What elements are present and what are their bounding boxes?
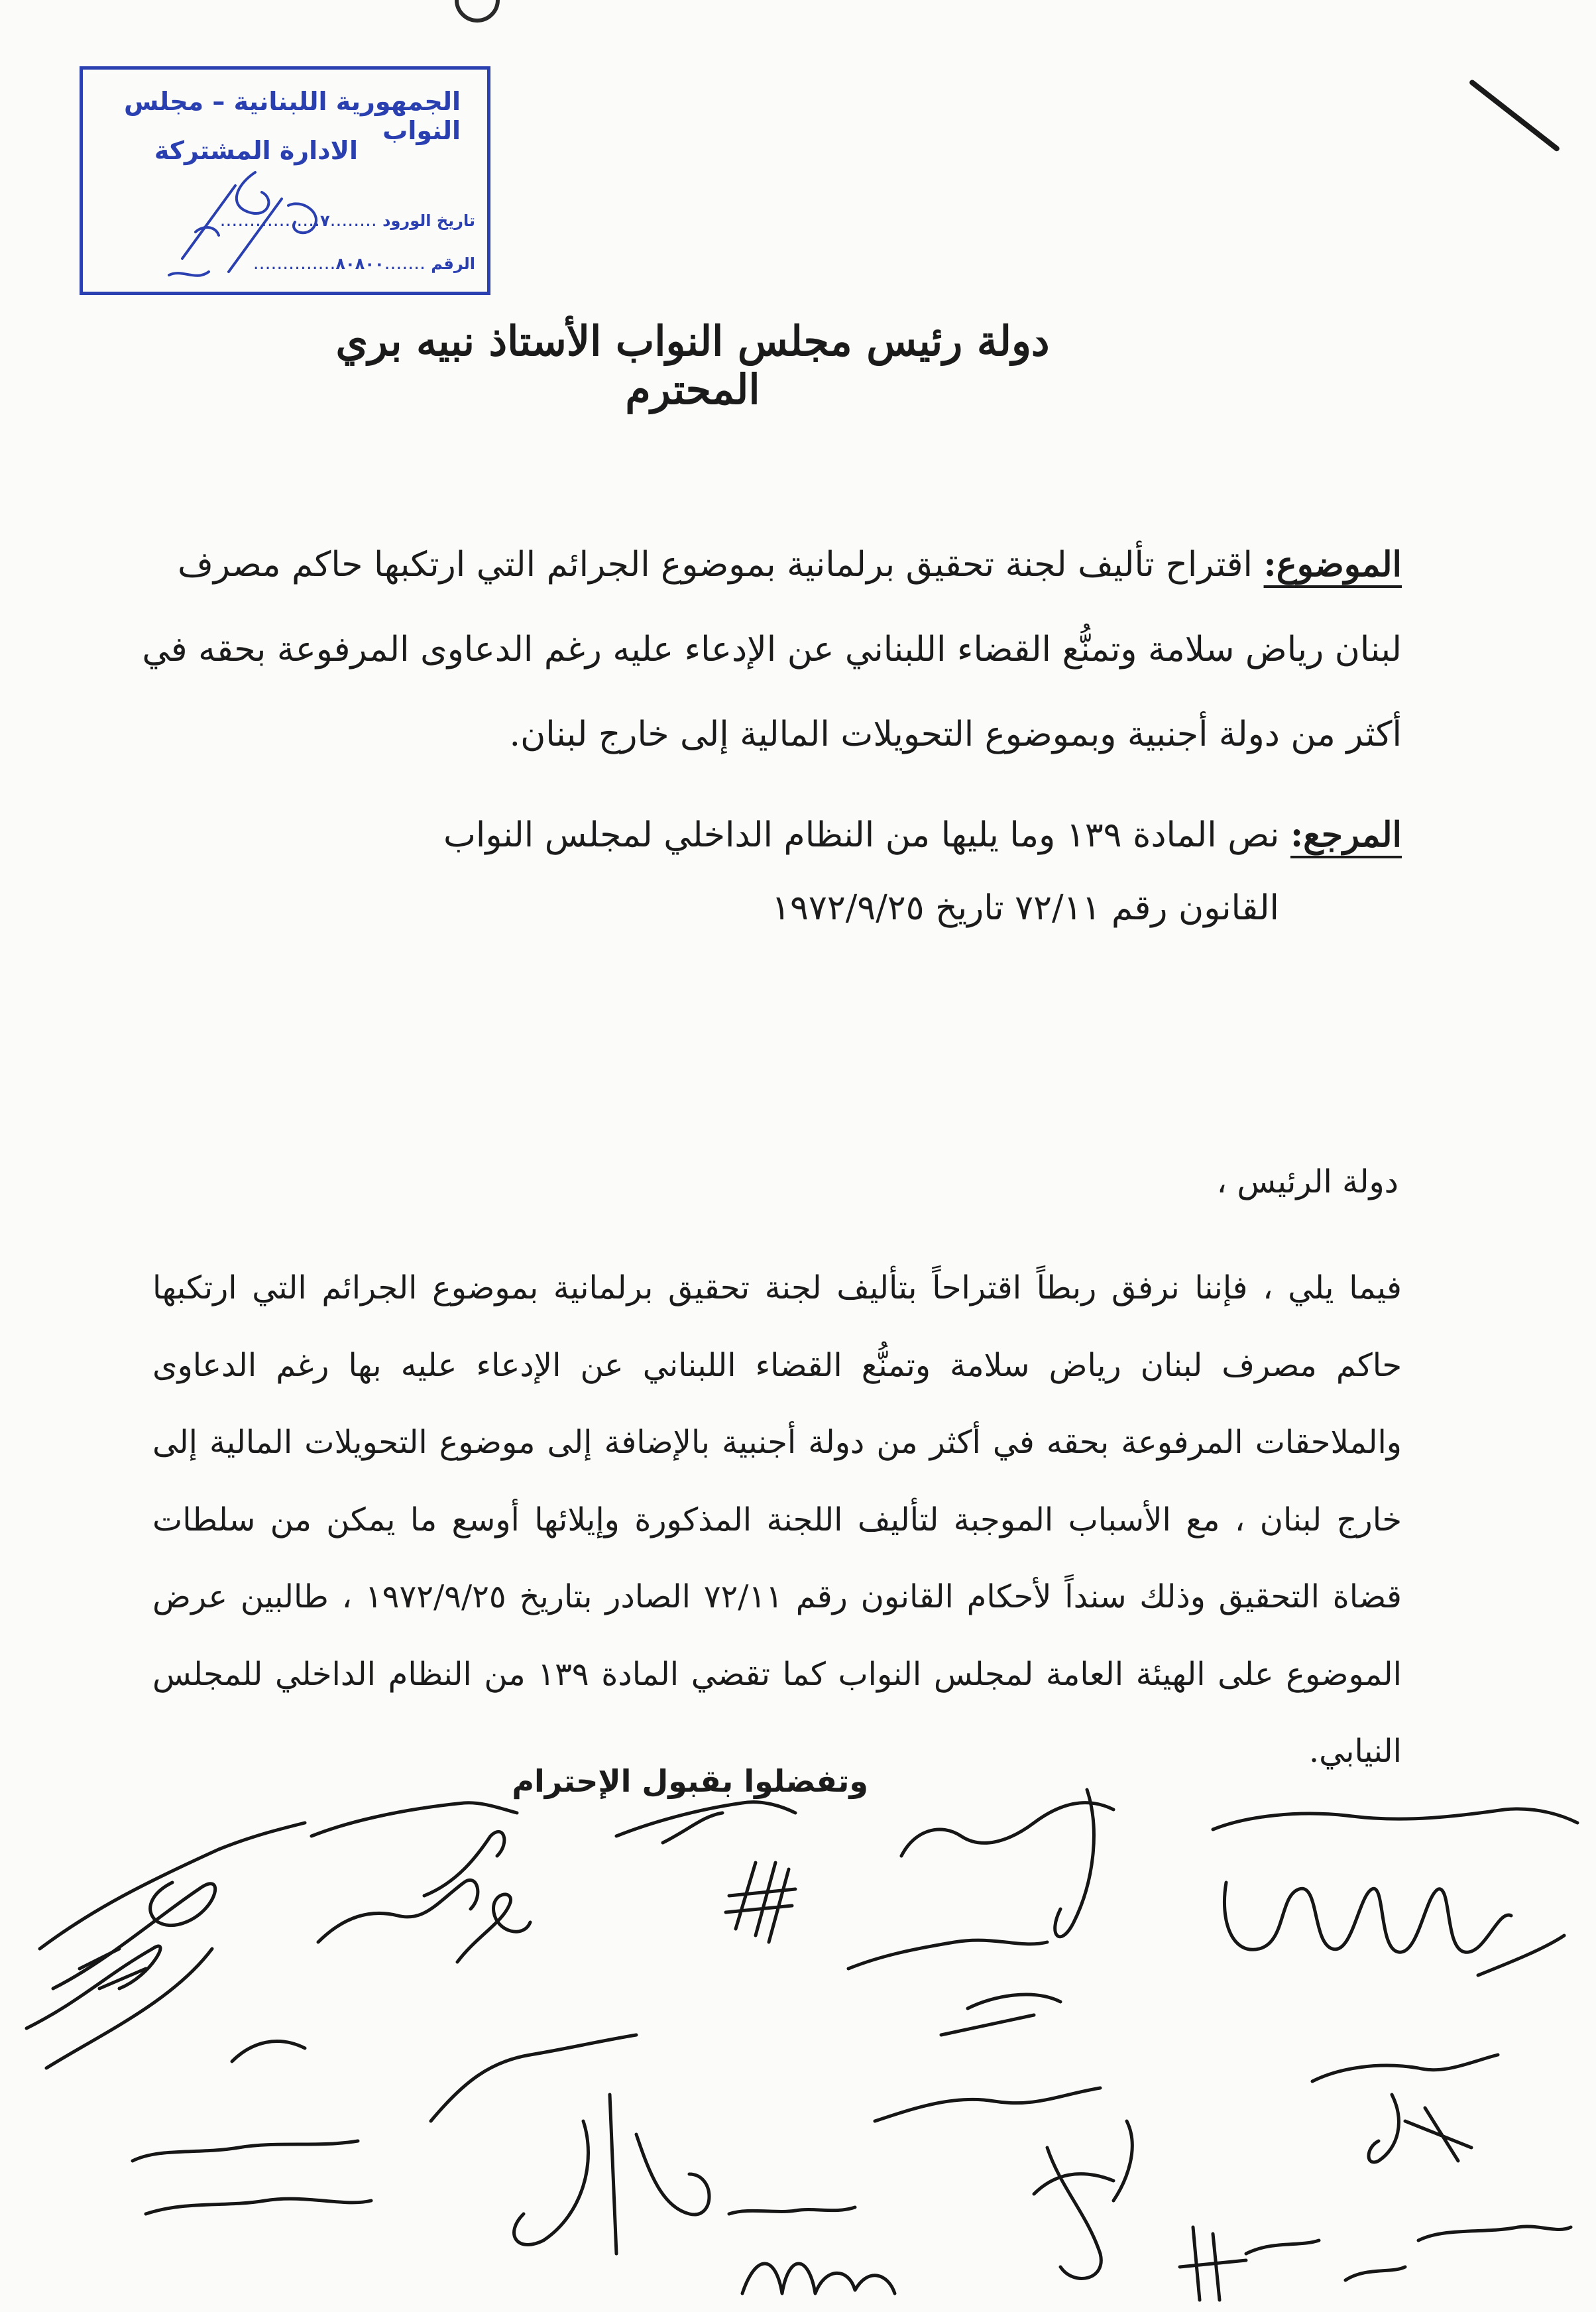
pen-mark [1469,79,1561,152]
reference-block [331,799,1402,945]
signatures-area [0,1750,1596,2312]
stamp-number-row: الرقم .......٨٠٨٠٠.............. [253,252,475,274]
salutation: دولة الرئيس ، [1216,1163,1398,1200]
signature-7 [431,2035,709,2254]
signature-2 [318,1831,530,1962]
letter-body: فيما يلي ، فإننا نرفق ربطاً اقتراحاً بتأليف لجنة تحقيق برلمانية بموضوع الجرائم التي ارتكبها حاكم مصرف لبنان رياض سلامة وتمنُّع القضاء اللبناني عن الإدعاء عليه بها رغم الدعاوى والملاحقات المرفوعة بحقه في أكثر من دولة أجنبية بالإضافة إلى موضوع التحويلات المالية إلى خارج لبنان ، مع الأسباب الموجبة لتأليف اللجنة المذكورة وإيلائها أوسع ما يمكن من سلطات قضاة التحقيق وذلك سنداً لأحكام القانون رقم ٧٢/١١ الصادر بتاريخ ١٩٧٢/٩/٢٥ ، طالبين عرض الموضوع على الهيئة العامة لمجلس النواب كما تقضي المادة ١٣٩ من النظام الداخلي للمجلس النيابي. [152,1269,1402,1770]
subject-block [119,522,1402,777]
signature-4 [848,1790,1113,2035]
signature-8 [875,2088,1132,2278]
stamp-number-label: الرقم [431,255,475,273]
subject-label: الموضوع: [1263,544,1402,585]
signature-6 [133,2042,371,2214]
reference-label: المرجع: [1290,815,1402,855]
stamp-date-value: ٧ [319,211,330,230]
signature-11 [1180,2226,1571,2300]
closing-line: وتفضلوا بقبول الإحترام [512,1763,868,1799]
stamp-handwriting [156,159,394,292]
signature-10 [729,2207,895,2293]
stamp-line-2: الادارة المشتركة [154,136,358,165]
reference-line-1: نص المادة ١٣٩ وما يليها من النظام الداخلي لمجلس النواب [443,815,1280,855]
stamp-date-label: تاريخ الورود [382,211,475,230]
addressee-heading: دولة رئيس مجلس النواب الأستاذ نبيه بري المحترم [335,317,1050,414]
subject-text: اقتراح تأليف لجنة تحقيق برلمانية بموضوع الجرائم التي ارتكبها حاكم مصرف لبنان رياض سلامة وتمنُّع القضاء اللبناني عن الإدعاء عليه رغم الدعاوى المرفوعة بحقه في أكثر من دولة أجنبية وبموضوع التحويلات المالية إلى خارج لبنان. [142,545,1402,754]
stamp-date-row: تاريخ الورود ........٧................. [219,209,475,231]
stamp-number-value: ٨٠٨٠٠ [335,255,384,273]
reference-line-2: القانون رقم ٧٢/١١ تاريخ ١٩٧٢/٩/٢٥ [771,888,1279,928]
signature-9 [1312,2055,1498,2162]
signature-3 [616,1802,795,1942]
binder-hole [455,0,500,23]
signature-5 [1213,1809,1577,1975]
signature-1 [27,1803,517,2068]
receipt-stamp [80,66,490,295]
stamp-line-1: الجمهورية اللبنانية – مجلس النواب [123,87,461,145]
